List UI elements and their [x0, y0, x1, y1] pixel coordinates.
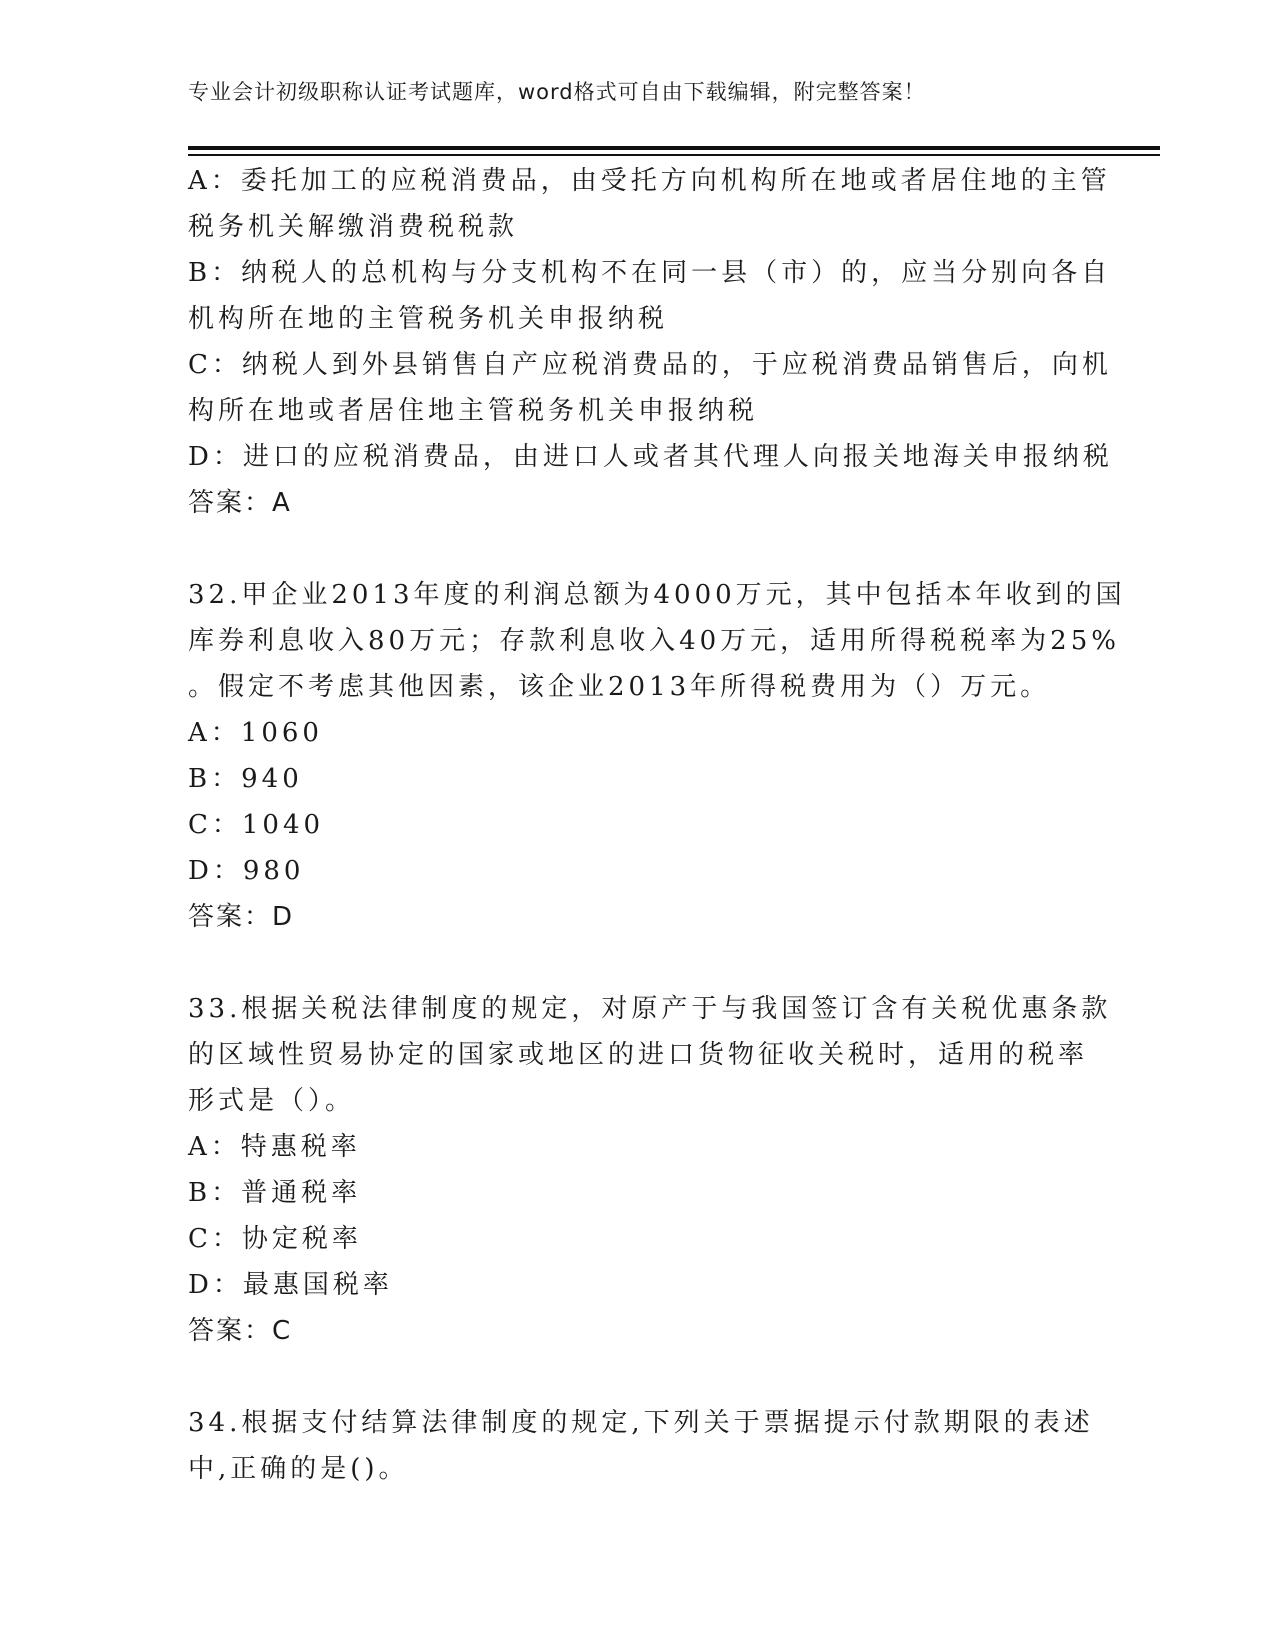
option-b-line-1: B：纳税人的总机构与分支机构不在同一县（市）的，应当分别向各自: [188, 258, 1112, 288]
question-stem-line: 形式是（）。: [188, 1086, 356, 1116]
option-c: C：1040: [188, 810, 325, 840]
option-d-line-1: D：进口的应税消费品，由进口人或者其代理人向报关地海关申报纳税: [188, 442, 1113, 472]
question-34: [188, 1400, 1094, 1492]
option-c-line-2: 构所在地或者居住地主管税务机关申报纳税: [188, 396, 759, 426]
question-stem-line: 。假定不考虑其他因素，该企业2013年所得税费用为（）万元。: [188, 672, 1051, 702]
prev-question: [188, 158, 1113, 526]
spacer: [188, 940, 1088, 986]
answer: 答案：C: [188, 1316, 293, 1346]
option-a-line-2: 税务机关解缴消费税税款: [188, 212, 519, 242]
question-stem-line: 33.根据关税法律制度的规定，对原产于与我国签订含有关税优惠条款: [188, 994, 1112, 1024]
question-33: [188, 986, 1112, 1354]
question-stem-line: 32.甲企业2013年度的利润总额为4000万元，其中包括本年收到的国: [188, 580, 1126, 610]
question-32: [188, 572, 1126, 940]
option-b: B：940: [188, 764, 303, 794]
option-d: D：980: [188, 856, 305, 886]
answer: 答案：D: [188, 902, 295, 932]
spacer: [188, 1354, 1088, 1400]
answer: 答案：A: [188, 488, 292, 518]
spacer: [188, 526, 1088, 572]
question-stem-line: 库券利息收入80万元；存款利息收入40万元，适用所得税税率为25%: [188, 626, 1120, 656]
question-stem-line: 34.根据支付结算法律制度的规定,下列关于票据提示付款期限的表述: [188, 1408, 1094, 1438]
option-c: C：协定税率: [188, 1224, 362, 1254]
option-a: A：1060: [188, 718, 323, 748]
question-content: [188, 158, 1126, 1492]
option-b-line-2: 机构所在地的主管税务机关申报纳税: [188, 304, 669, 334]
header-rule-thin: [188, 154, 1160, 156]
question-stem-line: 中,正确的是()。: [188, 1454, 409, 1484]
option-a: A：特惠税率: [188, 1132, 361, 1162]
header-rule-thick: [188, 146, 1160, 150]
option-c-line-1: C：纳税人到外县销售自产应税消费品的，于应税消费品销售后，向机: [188, 350, 1112, 380]
option-a-line-1: A：委托加工的应税消费品，由受托方向机构所在地或者居住地的主管: [188, 166, 1111, 196]
option-d: D：最惠国税率: [188, 1270, 393, 1300]
page-header: 专业会计初级职称认证考试题库，word格式可自由下载编辑，附完整答案！: [188, 80, 926, 104]
question-stem-line: 的区域性贸易协定的国家或地区的进口货物征收关税时，适用的税率: [188, 1040, 1089, 1070]
option-b: B：普通税率: [188, 1178, 362, 1208]
